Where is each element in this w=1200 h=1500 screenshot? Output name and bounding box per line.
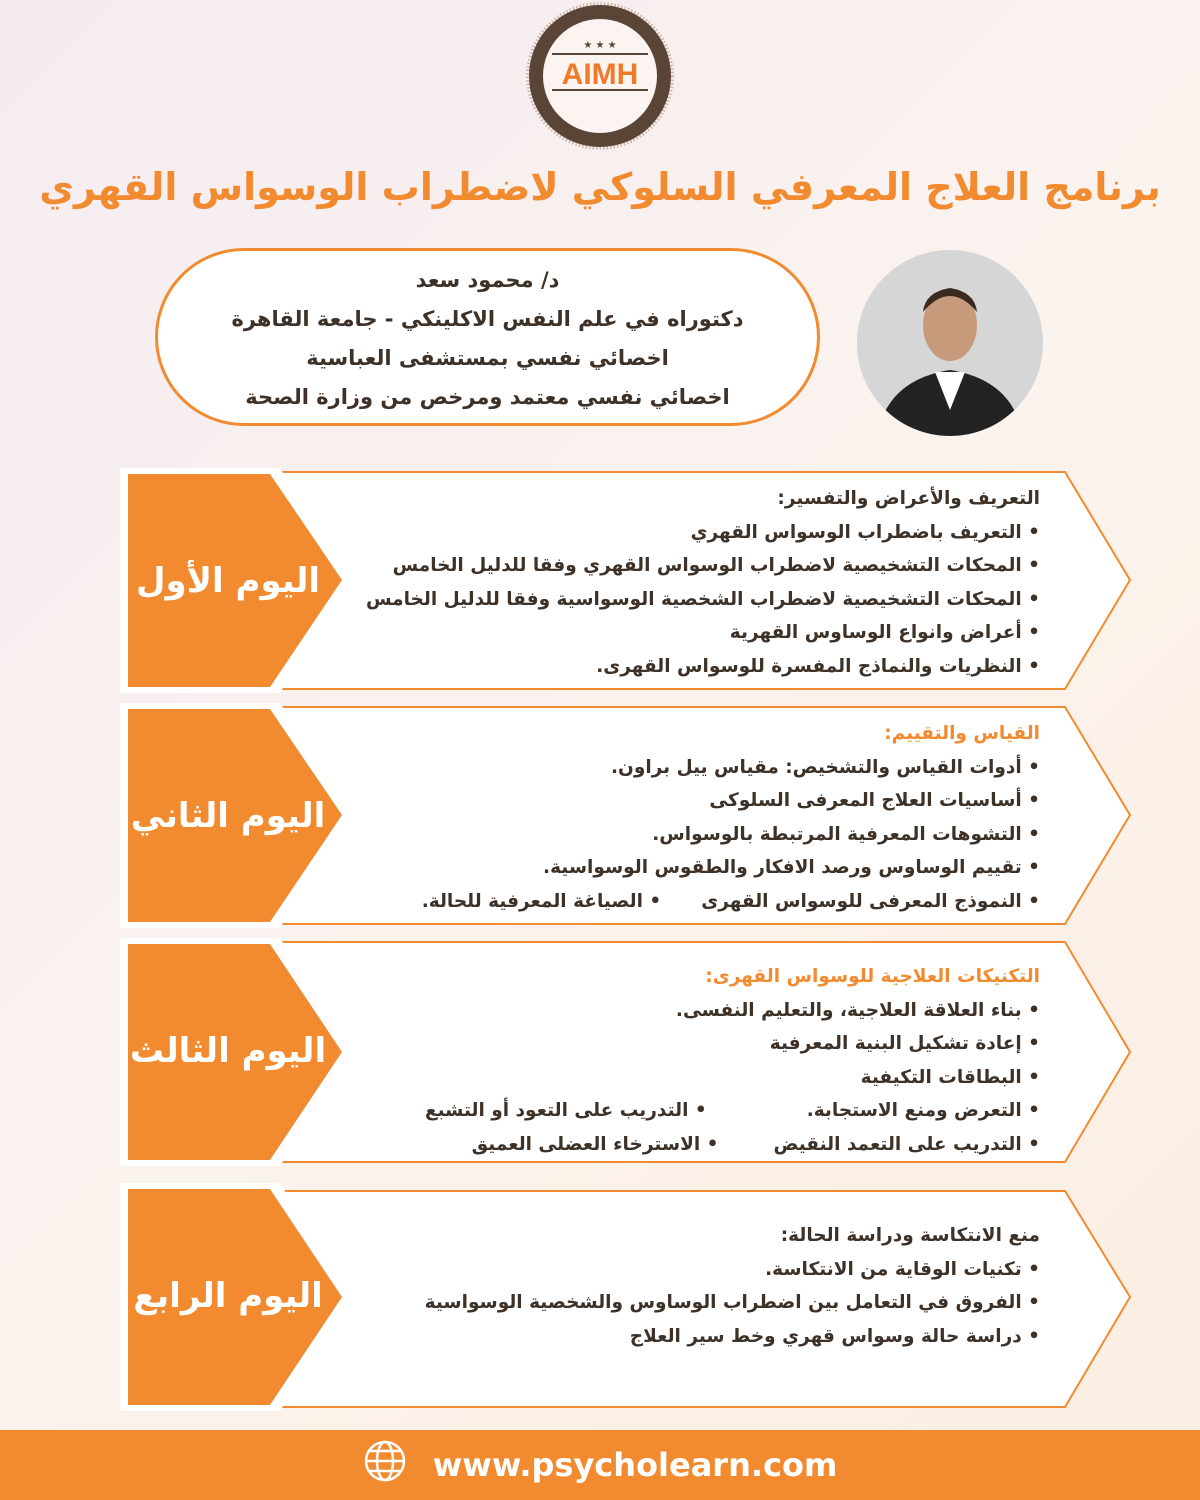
svg-text:★ ★ ★: ★ ★ ★: [583, 40, 617, 51]
list-item: • بناء العلاقة العلاجية، والتعليم النفسى.: [425, 994, 1040, 1028]
list-item: • التدريب على التعمد النقيض: [773, 1128, 1040, 1162]
list-item: • المحكات التشخيصية لاضطراب الوسواس القهري وفقا للدليل الخامس: [366, 549, 1040, 583]
footer: [0, 1430, 1200, 1500]
list-item: • التعريف باضطراب الوسواس القهري: [366, 516, 1040, 550]
instructor-photo: [857, 250, 1043, 436]
aimh-logo: [522, 2, 678, 150]
day-label: اليوم الثاني: [130, 795, 326, 836]
list-item: • تكنيات الوقاية من الانتكاسة.: [425, 1253, 1040, 1287]
list-item: • الصياغة المعرفية للحالة.: [422, 885, 662, 919]
list-item: • النموذج المعرفى للوسواس القهرى: [701, 885, 1040, 919]
topic-heading: منع الانتكاسة ودراسة الحالة:: [780, 1225, 1040, 1246]
day-label: اليوم الرابع: [133, 1275, 323, 1316]
day-topics: [425, 960, 1040, 1161]
list-item: • التشوهات المعرفية المرتبطة بالوسواس.: [422, 818, 1040, 852]
day-card-1: [120, 468, 1135, 693]
topic-heading: التكنيكات العلاجية للوسواس القهرى:: [705, 966, 1040, 987]
day-label: اليوم الأول: [136, 560, 320, 601]
list-item: • تقييم الوساوس ورصد الافكار والطقوس الوسواسية.: [422, 851, 1040, 885]
instructor-line: اخصائي نفسي بمستشفى العباسية: [306, 346, 669, 370]
list-item: • أعراض وانواع الوساوس القهرية: [366, 616, 1040, 650]
day-label: اليوم الثالث: [129, 1030, 327, 1071]
topic-heading: التعريف والأعراض والتفسير:: [777, 488, 1040, 509]
day-card-2: [120, 703, 1135, 928]
day-topics: [422, 717, 1040, 918]
instructor-info: [155, 248, 820, 426]
day-card-3: [120, 938, 1135, 1163]
day-card-4: [120, 1183, 1135, 1408]
list-item: • المحكات التشخيصية لاضطراب الشخصية الوسواسية وفقا للدليل الخامس: [366, 583, 1040, 617]
list-item: • أدوات القياس والتشخيص: مقياس ييل براون.: [422, 751, 1040, 785]
instructor-line: اخصائي نفسي معتمد ومرخص من وزارة الصحة: [245, 385, 730, 409]
list-item: • أساسيات العلاج المعرفى السلوكى: [422, 784, 1040, 818]
list-item: • إعادة تشكيل البنية المعرفية: [425, 1027, 1040, 1061]
list-item: • التعرض ومنع الاستجابة.: [807, 1094, 1040, 1128]
list-item: • الفروق في التعامل بين اضطراب الوساوس والشخصية الوسواسية: [425, 1286, 1040, 1320]
list-item: • النظريات والنماذج المفسرة للوسواس القهرى.: [366, 650, 1040, 684]
instructor-line: دكتوراه في علم النفس الاكلينكي - جامعة القاهرة: [231, 307, 744, 331]
list-item: • التدريب على التعود أو التشبع: [425, 1094, 707, 1128]
globe-icon: [363, 1439, 407, 1491]
website-link[interactable]: www.psycholearn.com: [432, 1446, 838, 1484]
topic-heading: القياس والتقييم:: [884, 723, 1040, 744]
day-topics: [366, 482, 1040, 683]
instructor-name: د/ محمود سعد: [415, 268, 560, 292]
list-item: • دراسة حالة وسواس قهري وخط سير العلاج: [425, 1320, 1040, 1354]
day-topics: [425, 1219, 1040, 1353]
list-item: • البطاقات التكيفية: [425, 1061, 1040, 1095]
list-item: • الاسترخاء العضلى العميق: [472, 1128, 719, 1162]
program-title: برنامج العلاج المعرفي السلوكي لاضطراب الوسواس القهري: [39, 165, 1161, 209]
svg-text:AIMH: AIMH: [561, 58, 639, 91]
